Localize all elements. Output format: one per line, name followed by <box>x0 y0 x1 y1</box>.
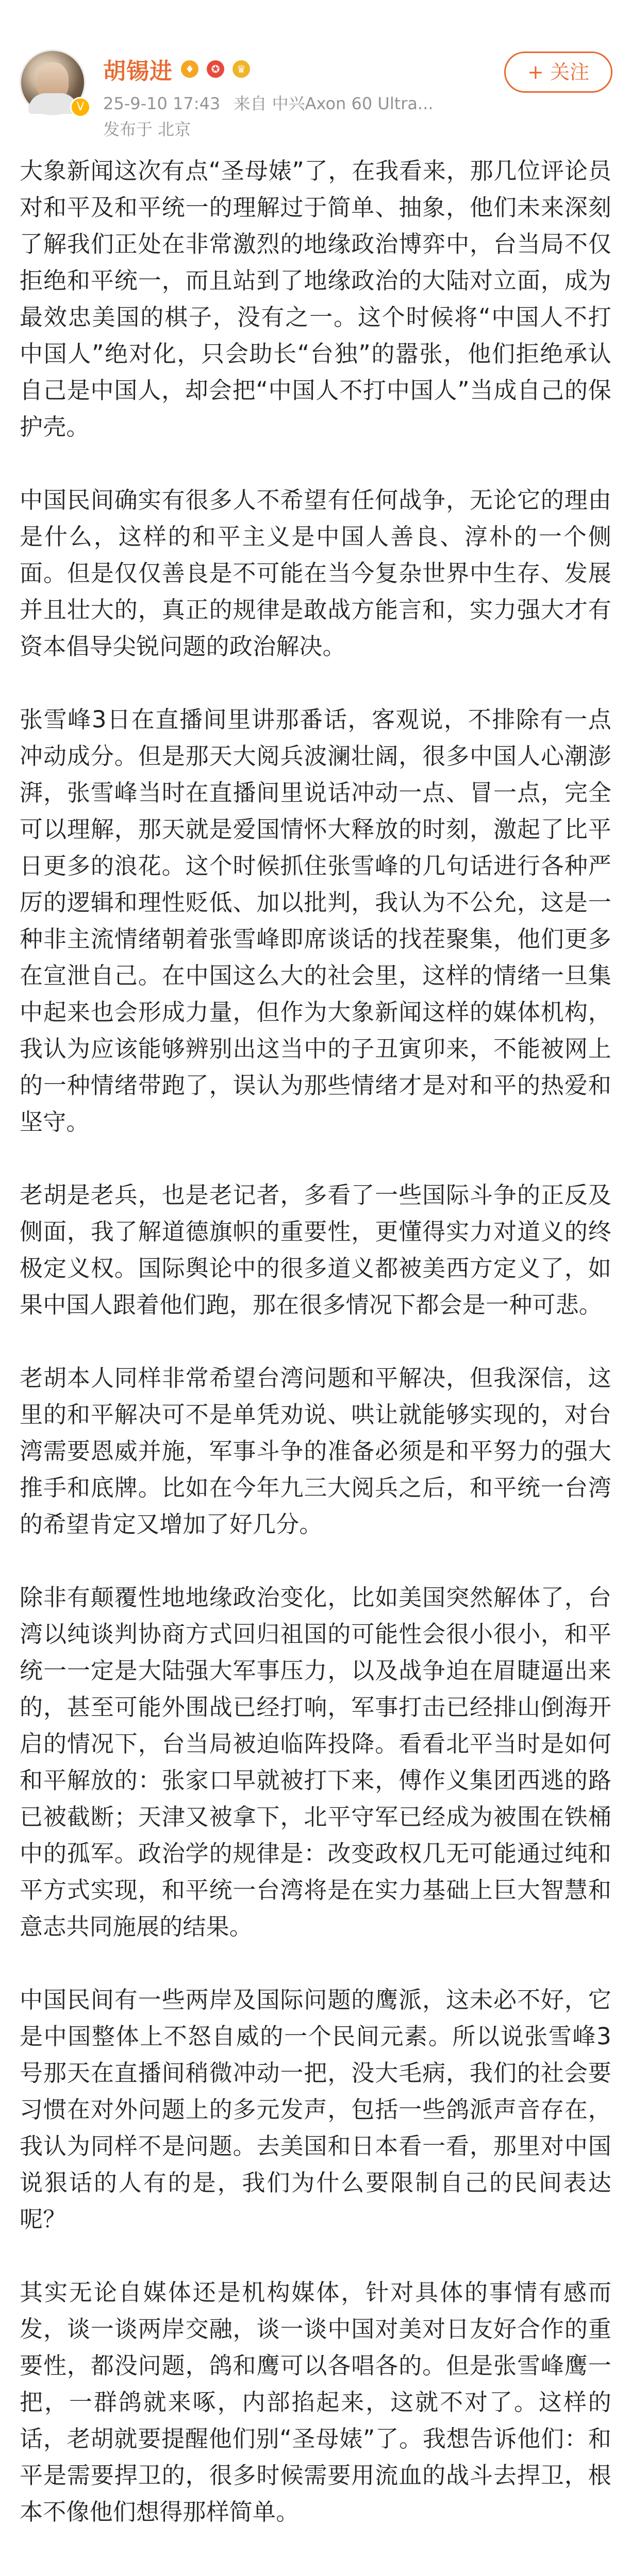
red-medal-icon: ✪ <box>207 60 224 78</box>
follow-button[interactable]: + 关注 <box>504 52 612 93</box>
paragraph: 其实无论自媒体还是机构媒体，针对具体的事情有感而发，谈一谈两岸交融，谈一谈中国对美对日友好合作的重要性，都没问题，鸽和鹰可以各唱各的。但是张雪峰鹰一把，一群鸽就来啄，内部掐起来，这就不对了。这样的话，老胡就要提醒他们别“圣母婊”了。我想告诉他们：和平是需要捍卫的，很多时候需要用流血的战斗去捍卫，根本不像他们想得那样简单。 <box>20 2279 611 2526</box>
gold-crown-icon: ♛ <box>233 60 250 78</box>
paragraph: 张雪峰3日在直播间里讲那番话，客观说，不排除有一点冲动成分。但是那天大阅兵波澜壮阔，很多中国人心潮澎湃，张雪峰当时在直播间里说话冲动一点、冒一点，完全可以理解，那天就是爱国情怀大释放的时刻，激起了比平日更多的浪花。这个时候抓住张雪峰的几句话进行各种严厉的逻辑和理性贬低、加以批判，我认为不公允，这是一种非主流情绪朝着张雪峰即席谈话的找茬聚集，他们更多在宣泄自己。在中国这么大的社会里，这样的情绪一旦集中起来也会形成力量，但作为大象新闻这样的媒体机构，我认为应该能够辨别出这当中的子丑寅卯来，不能被网上的一种情绪带跑了，误认为那些情绪才是对和平的热爱和坚守。 <box>20 706 611 1136</box>
post-header <box>0 0 631 155</box>
paragraph: 除非有颠覆性地地缘政治变化，比如美国突然解体了，台湾以纯谈判协商方式回归祖国的可能性会很小很小，和平统一一定是大陆强大军事压力，以及战争迫在眉睫逼出来的，甚至可能外围战已经打响，军事打击已经排山倒海开启的情况下，台当局被迫临阵投降。看看北平当时是如何和平解放的：张家口早就被打下来，傅作义集团西逃的路已被截断；天津又被拿下，北平守军已经成为被围在铁桶中的孤军。政治学的规律是：改变政权几无可能通过纯和平方式实现，和平统一台湾将是在实力基础上巨大智慧和意志共同施展的结果。 <box>20 1584 611 1940</box>
post-datetime: 25-9-10 17:43 <box>103 94 221 113</box>
vip-badge-icon: ♦ <box>181 60 198 78</box>
verified-badge-icon: V <box>70 97 91 117</box>
paragraph: 中国民间有一些两岸及国际问题的鹰派，这未必不好，它是中国整体上不怒自威的一个民间元素。所以说张雪峰3号那天在直播间稍微冲动一把，没大毛病，我们的社会要习惯在对外问题上的多元发声，包括一些鸽派声音存在，我认为同样不是问题。去美国和日本看一看，那里对中国说狠话的人有的是，我们为什么要限制自己的民间表达呢？ <box>20 1986 611 2233</box>
paragraph: 老胡是老兵，也是老记者，多看了一些国际斗争的正反及侧面，我了解道德旗帜的重要性，更懂得实力对道义的终极定义权。国际舆论中的很多道义都被美西方定义了，如果中国人跟着他们跑，那在很多情况下都会是一种可悲。 <box>20 1181 611 1318</box>
post-body <box>20 152 611 2567</box>
paragraph: 中国民间确实有很多人不希望有任何战争，无论它的理由是什么，这样的和平主义是中国人善良、淳朴的一个侧面。但是仅仅善良是不可能在当今复杂世界中生存、发展并且壮大的，真正的规律是敢战方能言和，实力强大才有资本倡导尖锐问题的政治解决。 <box>20 486 611 660</box>
post-source: 来自 中兴Axon 60 Ultra... <box>234 94 434 113</box>
paragraph: 老胡本人同样非常希望台湾问题和平解决，但我深信，这里的和平解决可不是单凭劝说、哄让就能够实现的，对台湾需要恩威并施，军事斗争的准备必须是和平努力的强大推手和底牌。比如在今年九三大阅兵之后，和平统一台湾的希望肯定又增加了好几分。 <box>20 1364 611 1538</box>
author-name[interactable]: 胡锡进 <box>103 58 173 84</box>
post-location: 发布于 北京 <box>103 120 191 139</box>
post-meta <box>103 91 442 114</box>
paragraph: 大象新闻这次有点“圣母婊”了，在我看来，那几位评论员对和平及和平统一的理解过于简单、抽象，他们未来深刻了解我们正处在非常激烈的地缘政治博弈中，台当局不仅拒绝和平统一，而且站到了地缘政治的大陆对立面，成为最效忠美国的棋子，没有之一。这个时候将“中国人不打中国人”绝对化，只会助长“台独”的嚣张，他们拒绝承认自己是中国人，却会把“中国人不打中国人”当成自己的保护壳。 <box>20 157 611 440</box>
author-name-row <box>103 54 250 84</box>
